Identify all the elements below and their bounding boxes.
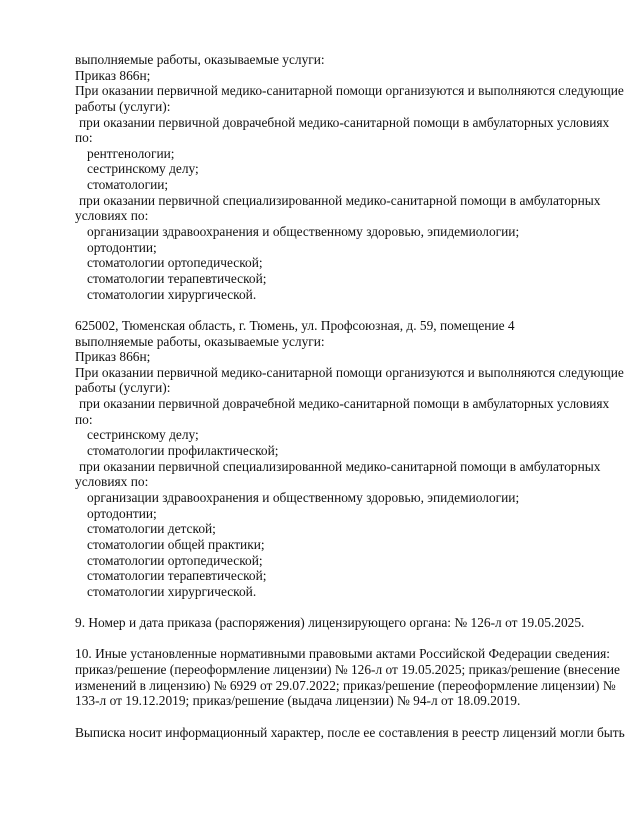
service-item: стоматологии ортопедической; <box>87 552 263 568</box>
care-type-heading-cont: условиях по: <box>75 474 149 490</box>
item-10-line: 133-л от 19.12.2019; приказ/решение (выдача лицензии) № 94-л от 18.09.2019. <box>75 693 521 709</box>
item-10-other-info <box>75 646 620 709</box>
service-item: стоматологии ортопедической; <box>87 255 263 271</box>
care-type-heading: при оказании первичной доврачебной медико-санитарной помощи в амбулаторных условиях <box>79 396 610 412</box>
service-item: стоматологии общей практики; <box>87 536 265 552</box>
service-item: ортодонтии; <box>87 239 157 255</box>
care-type-heading-cont: условиях по: <box>75 208 149 224</box>
spacer <box>75 631 610 647</box>
care-type-heading: при оказании первичной специализированной медико-санитарной помощи в амбулаторных <box>79 458 601 474</box>
service-item: ортодонтии; <box>87 505 157 521</box>
section-activities-address-1 <box>75 52 624 302</box>
service-item: организации здравоохранения и общественному здоровью, эпидемиологии; <box>87 224 520 240</box>
care-type-heading-cont: по: <box>75 130 93 146</box>
order-reference: Приказ 866н; <box>75 67 151 83</box>
footer-disclaimer: Выписка носит информационный характер, после ее составления в реестр лицензий могли быть <box>75 724 625 740</box>
paragraph-line: При оказании первичной медико-санитарной помощи организуются и выполняются следующие <box>75 364 624 380</box>
service-item: стоматологии профилактической; <box>87 443 279 459</box>
spacer <box>75 709 610 725</box>
document-content <box>75 52 625 740</box>
service-item: стоматологии хирургической. <box>87 286 257 302</box>
item-10-line: 10. Иные установленные нормативными правовыми актами Российской Федерации сведения: <box>75 646 610 662</box>
service-item: рентгенологии; <box>87 145 175 161</box>
service-item: сестринскому делу; <box>87 427 199 443</box>
paragraph-line: При оказании первичной медико-санитарной помощи организуются и выполняются следующие <box>75 83 624 99</box>
item-10-line: изменений в лицензию) № 6929 от 29.07.2022; приказ/решение (переоформление лицензии) № <box>75 677 616 693</box>
service-item: стоматологии детской; <box>87 521 216 537</box>
order-reference: Приказ 866н; <box>75 349 151 365</box>
address-line: 625002, Тюменская область, г. Тюмень, ул. Профсоюзная, д. 59, помещение 4 <box>75 317 515 333</box>
service-item: стоматологии терапевтической; <box>87 270 267 286</box>
service-item: стоматологии хирургической. <box>87 583 257 599</box>
service-item: организации здравоохранения и общественному здоровью, эпидемиологии; <box>87 489 520 505</box>
works-services-label: выполняемые работы, оказываемые услуги: <box>75 333 325 349</box>
care-type-heading: при оказании первичной доврачебной медико-санитарной помощи в амбулаторных условиях <box>79 114 610 130</box>
service-item: стоматологии терапевтической; <box>87 568 267 584</box>
item-9-order-number-date: 9. Номер и дата приказа (распоряжения) лицензирующего органа: № 126-л от 19.05.2025. <box>75 615 585 631</box>
care-type-heading-cont: по: <box>75 411 93 427</box>
paragraph-line: работы (услуги): <box>75 98 171 114</box>
paragraph-line: работы (услуги): <box>75 380 171 396</box>
spacer <box>75 599 610 615</box>
section-activities-address-2 <box>75 317 624 600</box>
item-10-line: приказ/решение (переоформление лицензии) № 126-л от 19.05.2025; приказ/решение (внесение <box>75 661 620 677</box>
service-item: стоматологии; <box>87 177 169 193</box>
service-item: сестринскому делу; <box>87 161 199 177</box>
spacer <box>75 302 610 318</box>
works-services-label: выполняемые работы, оказываемые услуги: <box>75 52 325 67</box>
care-type-heading: при оказании первичной специализированной медико-санитарной помощи в амбулаторных <box>79 192 601 208</box>
